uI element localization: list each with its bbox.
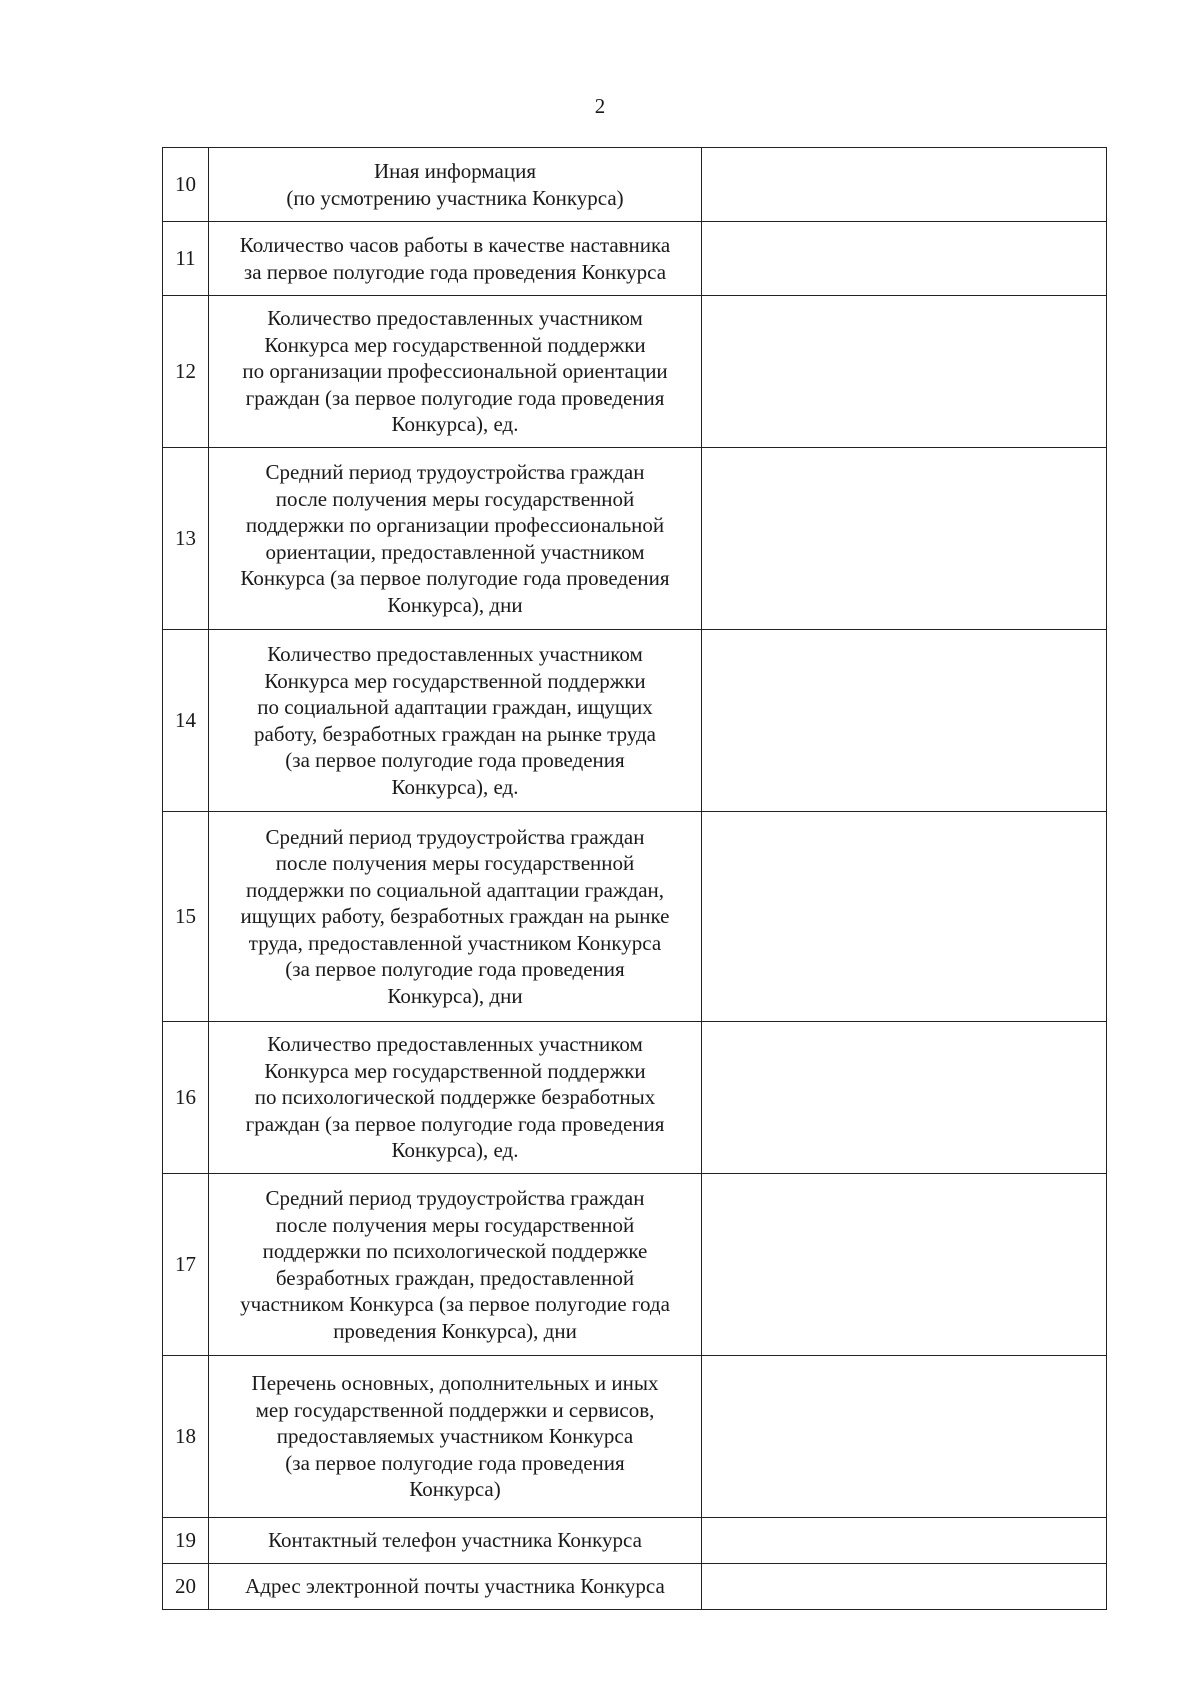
row-value-field[interactable] (702, 148, 1107, 222)
row-number: 18 (163, 1356, 209, 1518)
table-row (163, 222, 1107, 296)
row-number: 20 (163, 1564, 209, 1610)
row-value-field[interactable] (702, 1564, 1107, 1610)
table-row (163, 448, 1107, 630)
table-row (163, 1564, 1107, 1610)
row-label: Количество предоставленных участником Конкурса мер государственной поддержки по психологической поддержке безработных граждан (за первое полугодие года проведения Конкурса), ед. (209, 1022, 702, 1174)
row-number: 10 (163, 148, 209, 222)
table-row (163, 1174, 1107, 1356)
row-label: Контактный телефон участника Конкурса (209, 1518, 702, 1564)
form-table-body (163, 148, 1107, 1610)
row-label: Средний период трудоустройства граждан после получения меры государственной поддержки по социальной адаптации граждан, ищущих работу, безработных граждан на рынке труда, предоставленной участником Конкурса (за первое полугодие года проведения Конкурса), дни (209, 812, 702, 1022)
table-row (163, 812, 1107, 1022)
row-number: 11 (163, 222, 209, 296)
row-number: 14 (163, 630, 209, 812)
row-value-field[interactable] (702, 222, 1107, 296)
row-label: Средний период трудоустройства граждан после получения меры государственной поддержки по организации профессиональной ориентации, предоставленной участником Конкурса (за первое полугодие года проведения Конкурса), дни (209, 448, 702, 630)
table-row (163, 1518, 1107, 1564)
row-value-field[interactable] (702, 448, 1107, 630)
row-number: 16 (163, 1022, 209, 1174)
row-value-field[interactable] (702, 1174, 1107, 1356)
table-row (163, 630, 1107, 812)
page-number: 2 (594, 94, 606, 118)
row-number: 15 (163, 812, 209, 1022)
table-row (163, 1356, 1107, 1518)
row-label: Количество предоставленных участником Конкурса мер государственной поддержки по организации профессиональной ориентации граждан (за первое полугодие года проведения Конкурса), ед. (209, 296, 702, 448)
row-value-field[interactable] (702, 630, 1107, 812)
row-label: Адрес электронной почты участника Конкурса (209, 1564, 702, 1610)
table-row (163, 296, 1107, 448)
row-number: 12 (163, 296, 209, 448)
row-number: 17 (163, 1174, 209, 1356)
row-value-field[interactable] (702, 1356, 1107, 1518)
row-value-field[interactable] (702, 812, 1107, 1022)
row-label: Средний период трудоустройства граждан после получения меры государственной поддержки по психологической поддержке безработных граждан, предоставленной участником Конкурса (за первое полугодие года проведения Конкурса), дни (209, 1174, 702, 1356)
row-label: Иная информация (по усмотрению участника Конкурса) (209, 148, 702, 222)
row-label: Количество часов работы в качестве наставника за первое полугодие года проведения Конкурса (209, 222, 702, 296)
row-label: Перечень основных, дополнительных и иных мер государственной поддержки и сервисов, предоставляемых участником Конкурса (за первое полугодие года проведения Конкурса) (209, 1356, 702, 1518)
row-number: 19 (163, 1518, 209, 1564)
application-form-table (162, 147, 1107, 1610)
row-value-field[interactable] (702, 1518, 1107, 1564)
row-value-field[interactable] (702, 296, 1107, 448)
row-number: 13 (163, 448, 209, 630)
row-value-field[interactable] (702, 1022, 1107, 1174)
table-row (163, 148, 1107, 222)
table-row (163, 1022, 1107, 1174)
row-label: Количество предоставленных участником Конкурса мер государственной поддержки по социальной адаптации граждан, ищущих работу, безработных граждан на рынке труда (за первое полугодие года проведения Конкурса), ед. (209, 630, 702, 812)
